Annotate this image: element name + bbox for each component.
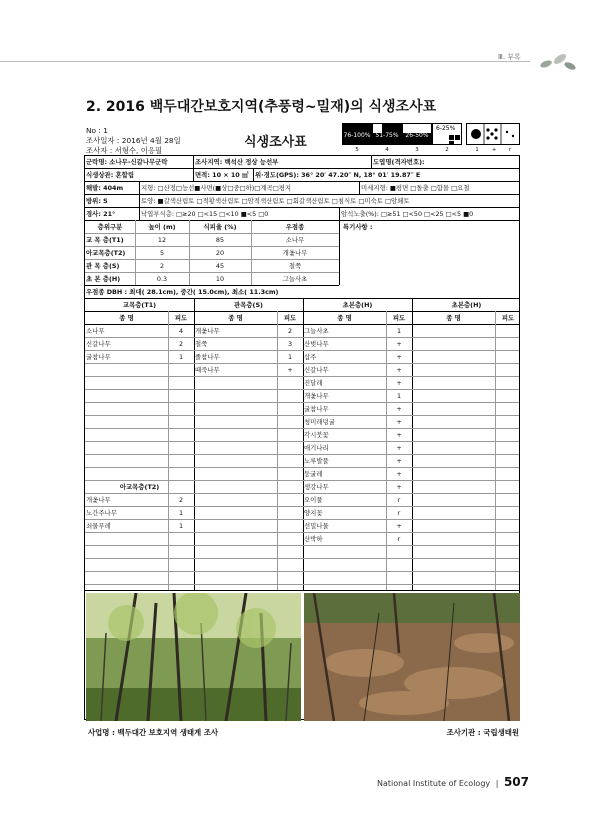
col-cover-header: 피도 <box>392 314 406 322</box>
form-title: 식생조사표 <box>244 135 307 150</box>
grid-rule <box>85 506 519 507</box>
slope: 경사: 21° <box>86 210 116 218</box>
species-cover: 1 <box>178 522 184 530</box>
species-name: 진달래 <box>304 379 323 387</box>
cover-dots-icon <box>467 124 519 144</box>
strata-height: 12 <box>157 236 167 244</box>
species-cover: + <box>396 470 402 478</box>
header-rule <box>0 61 530 62</box>
t2-header: 아교목층(T2) <box>119 483 160 491</box>
grid-rule <box>85 350 519 351</box>
species-cover: + <box>396 340 402 348</box>
species-cover: 4 <box>178 327 184 335</box>
page-footer: National Institute of Ecology | 507 <box>376 775 529 789</box>
species-cover: 1 <box>178 353 184 361</box>
species-cover: 1 <box>178 509 184 517</box>
col-cover-header: 피도 <box>174 314 188 322</box>
strata-cover: 10 <box>215 275 225 283</box>
col-name-header: 종 명 <box>446 314 461 322</box>
cover-scale-symbols <box>466 123 520 145</box>
cover-scale-label: 76-100% <box>343 132 371 139</box>
species-cover: r <box>397 496 401 504</box>
species-name: 청미래덩굴 <box>304 418 335 426</box>
section-label: Ⅲ. 부록 <box>498 53 521 61</box>
species-name: 산박하 <box>304 535 323 543</box>
rule <box>85 324 519 325</box>
rule <box>85 168 519 169</box>
surveyor: 조사자 : 서형수, 이응필 <box>86 146 163 155</box>
species-name: 둥굴레 <box>304 470 323 478</box>
strata-header: 높이 (m) <box>148 223 176 231</box>
divider <box>412 298 413 590</box>
strata-dominant: 개옻나무 <box>282 249 308 257</box>
col-name-header: 종 명 <box>228 314 243 322</box>
strata-layer: 관 목 층(S) <box>86 262 120 270</box>
grid-rule <box>85 558 519 559</box>
strata-layer: 초 본 층(H) <box>86 275 121 283</box>
grid-rule <box>85 584 519 585</box>
remarks-label: 특기사항 : <box>343 223 373 231</box>
species-cover: 1 <box>396 392 402 400</box>
record-no: No : 1 <box>86 126 108 135</box>
group-header: 관목층(S) <box>234 301 263 309</box>
aspect: 방위: S <box>86 197 108 205</box>
cover-scale-4 <box>372 123 402 145</box>
cover-scale-label: 26-50% <box>405 132 429 139</box>
rule <box>85 259 339 260</box>
rock-exposure: 암석노출(%): □≥51 □<50 □<25 □<5 ■0 <box>341 210 474 218</box>
species-cover: 1 <box>396 327 402 335</box>
strata-cover: 20 <box>215 249 225 257</box>
species-name: 노간주나무 <box>86 509 117 517</box>
grid-rule <box>85 428 519 429</box>
species-cover: 3 <box>287 340 293 348</box>
litter-layer: 낙엽부식층: □≥20 □<15 □<10 ■<5 □0 <box>141 210 269 218</box>
grid-rule <box>85 415 519 416</box>
strata-header: 우점종 <box>285 223 305 231</box>
grid-rule <box>85 467 519 468</box>
cover-scale-num: r <box>508 147 512 153</box>
col-cover-header: 피도 <box>501 314 515 322</box>
rule <box>85 220 519 221</box>
species-name: 애기나리 <box>304 444 329 452</box>
grid-rule <box>85 337 519 338</box>
species-name: 오이풀 <box>304 496 323 504</box>
project-name: 사업명 : 백두대간 보호지역 생태계 조사 <box>88 728 219 737</box>
species-cover: + <box>396 366 402 374</box>
rule <box>85 207 519 208</box>
species-name: 때죽나무 <box>195 366 220 374</box>
grid-rule <box>85 389 519 390</box>
divider <box>193 156 194 168</box>
strata-cover: 45 <box>215 262 225 270</box>
species-name: 개옻나무 <box>195 327 220 335</box>
species-name: 각시붓꽃 <box>304 431 329 439</box>
species-name: 굴참나무 <box>304 405 329 413</box>
dbh-row: 우점종 DBH : 최대( 28.1cm), 중간( 15.0cm), 최소( 11.3cm) <box>86 288 279 296</box>
col-name-header: 종 명 <box>337 314 352 322</box>
divider <box>193 168 194 181</box>
species-cover: 2 <box>287 327 293 335</box>
species-cover: + <box>396 379 402 387</box>
rule <box>85 590 519 591</box>
species-name: 소나무 <box>86 327 105 335</box>
divider <box>339 220 340 285</box>
species-name: 노루발풀 <box>304 457 329 465</box>
group-header: 교목층(T1) <box>122 301 157 309</box>
species-name: 삽주 <box>304 353 317 361</box>
soil-type: 토양: ■갈색산림토 □적황색산림토 □암적색산림토 □회갈색산림토 □침식토 □미숙토 □암쇄토 <box>141 197 410 205</box>
grid-rule <box>85 545 519 546</box>
species-cover: 2 <box>178 340 184 348</box>
gps-coords: 위·경도(GPS): 36° 20′ 47.20″ N, 18° 01′ 19.87″ E <box>255 171 421 179</box>
species-name: 그늘사초 <box>304 327 329 335</box>
micro-topography: 미세지형: ■평면 □돌출 □함몰 □요철 <box>361 184 470 192</box>
cover-scale-num: 4 <box>385 147 389 153</box>
species-cover: 1 <box>287 353 293 361</box>
rule <box>85 246 339 247</box>
species-cover: + <box>396 457 402 465</box>
strata-layer: 아교목층(T2) <box>86 249 126 257</box>
col-cover-header: 피도 <box>283 314 297 322</box>
cover-scale-num: 5 <box>355 147 359 153</box>
divider <box>371 156 372 168</box>
altitude: 해발: 404m <box>86 184 124 192</box>
grid-rule <box>85 480 519 481</box>
grid-rule <box>85 402 519 403</box>
species-name: 졸참나무 <box>195 353 220 361</box>
strata-dominant: 소나무 <box>285 236 305 244</box>
divider <box>253 168 254 181</box>
divider <box>359 181 360 194</box>
survey-agency: 조사기관 : 국립생태원 <box>446 728 519 737</box>
strata-dominant: 철쭉 <box>288 262 302 270</box>
species-cover: + <box>396 418 402 426</box>
species-name: 선밀나물 <box>304 522 329 530</box>
grid-rule <box>85 493 519 494</box>
species-name: 신갈나무 <box>304 366 329 374</box>
topography: 지형: □산정□능선■사면(■상□중□하)□계곡□평지 <box>141 184 292 192</box>
strata-header: 층위구분 <box>97 223 123 231</box>
species-cover: + <box>396 483 402 491</box>
grid-rule <box>85 571 519 572</box>
species-cover: 2 <box>178 496 184 504</box>
cover-scale-3 <box>402 123 432 145</box>
leaf-ornament-icon <box>538 50 578 74</box>
page-title: 2. 2016 백두대간보호지역(추풍령~밀재)의 식생조사표 <box>86 99 437 115</box>
species-cover: + <box>396 444 402 452</box>
col-name-header: 종 명 <box>119 314 134 322</box>
cover-scale-num: 2 <box>445 147 449 153</box>
grid-rule <box>85 532 519 533</box>
group-header: 초본층(H) <box>451 301 482 309</box>
divider <box>339 207 340 220</box>
species-name: 쇠물푸레 <box>86 522 111 530</box>
grid-rule <box>85 454 519 455</box>
cover-scale-num: 1 <box>475 147 479 153</box>
species-cover: + <box>396 353 402 361</box>
cover-scale-label: 51-75% <box>375 132 399 139</box>
divider <box>139 181 140 220</box>
rule <box>85 311 519 312</box>
species-cover: + <box>287 366 293 374</box>
cover-scale-5 <box>342 123 372 145</box>
strata-height: 5 <box>159 249 165 257</box>
strata-layer: 교 목 층(T1) <box>86 236 124 244</box>
species-name: 굴참나무 <box>86 353 111 361</box>
species-name: 생강나무 <box>304 483 329 491</box>
cover-scale-num: + <box>491 147 497 153</box>
map-grid: 도엽명(격자번호): <box>373 158 425 166</box>
species-name: 신갈나무 <box>86 340 111 348</box>
species-cover: + <box>396 522 402 530</box>
species-name: 철쭉 <box>195 340 208 348</box>
species-cover: r <box>397 535 401 543</box>
site-photo-floor <box>304 593 520 721</box>
divider <box>495 311 496 590</box>
rule <box>85 298 519 299</box>
survey-region: 조사지역: 백석산 정상 능선부 <box>195 158 279 166</box>
strata-height: 2 <box>159 262 165 270</box>
grid-rule <box>85 519 519 520</box>
rule <box>85 194 519 195</box>
strata-header: 식피율 (%) <box>203 223 237 231</box>
species-cover: + <box>396 405 402 413</box>
strata-height: 0.3 <box>156 275 168 283</box>
group-header: 초본층(H) <box>342 301 373 309</box>
species-name: 개옻나무 <box>304 392 329 400</box>
publisher: National Institute of Ecology <box>376 779 491 788</box>
grid-rule <box>85 376 519 377</box>
rule <box>85 272 339 273</box>
rule <box>85 233 339 234</box>
cover-scale-label: 6-25% <box>436 125 456 132</box>
rule <box>85 285 339 286</box>
species-name: 개옻나무 <box>86 496 111 504</box>
plot-area: 면적: 10 × 10 ㎡ <box>195 171 249 179</box>
strata-cover: 85 <box>215 236 225 244</box>
grid-rule <box>85 363 519 364</box>
survey-form <box>84 155 520 720</box>
species-name: 산벚나무 <box>304 340 329 348</box>
strata-dominant: 그늘사초 <box>282 275 308 283</box>
vegetation-type: 식생상관: 혼합림 <box>86 171 134 179</box>
grid-rule <box>85 441 519 442</box>
cover-scale-num: 3 <box>415 147 419 153</box>
page-number: 507 <box>503 775 529 789</box>
species-name: 양지꽃 <box>304 509 323 517</box>
species-cover: + <box>396 431 402 439</box>
species-cover: r <box>397 509 401 517</box>
community-name: 군락명: 소나무-신갈나무군락 <box>86 158 168 166</box>
rule <box>85 181 519 182</box>
site-photo-forest <box>86 593 301 721</box>
survey-date: 조사일자 : 2016년 4월 28일 <box>86 136 181 145</box>
cover-scale-2 <box>432 123 462 145</box>
